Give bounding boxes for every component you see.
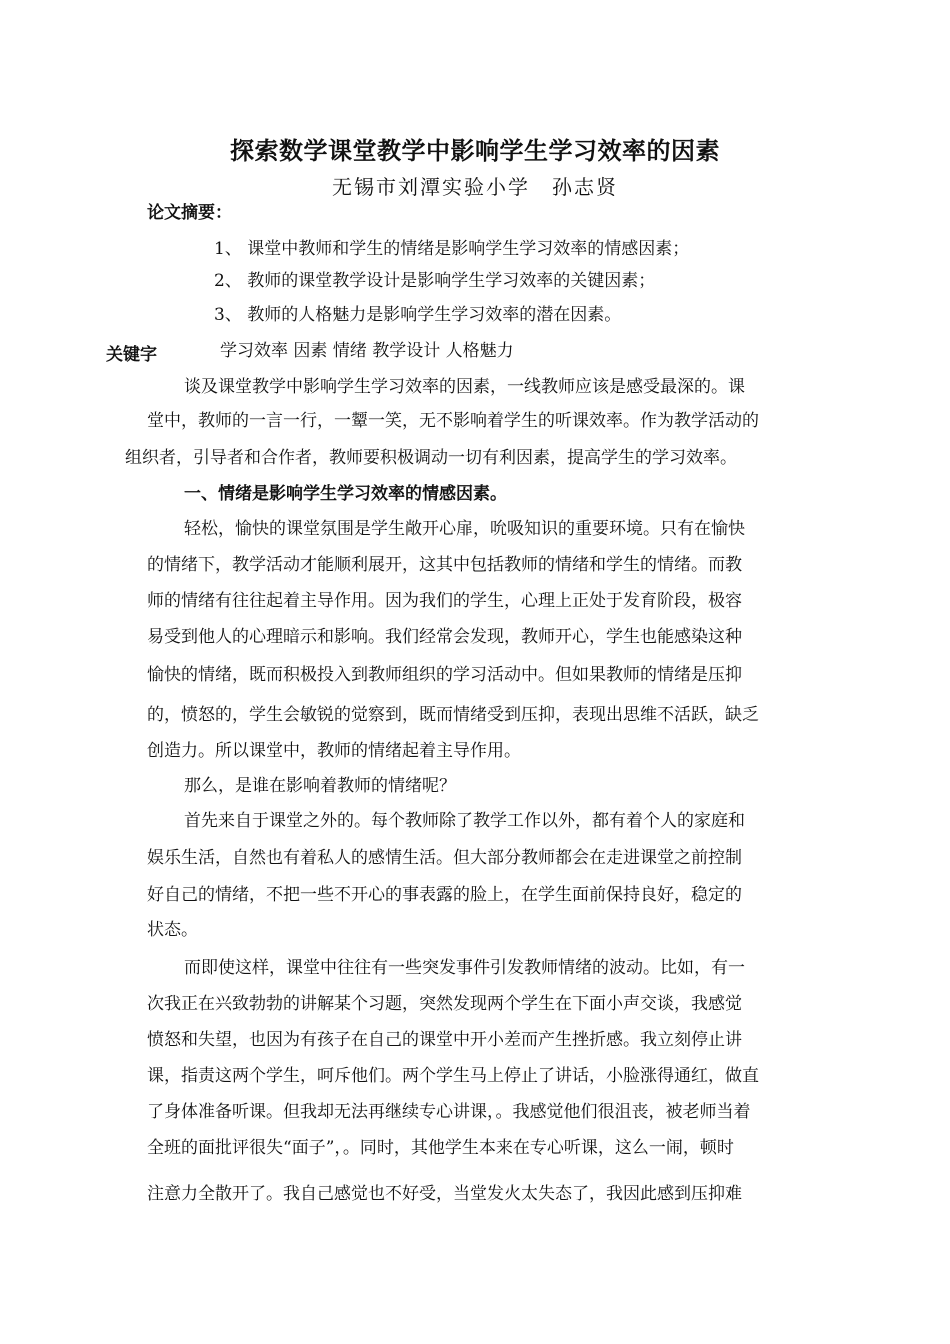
body-line: 了身体准备听课。但我却无法再继续专心讲课，。我感觉他们很沮丧，被老师当着 <box>147 1102 751 1122</box>
body-line: 而即使这样，课堂中往往有一些突发事件引发教师情绪的波动。比如，有一 <box>184 958 745 978</box>
abstract-item: 3、 教师的人格魅力是影响学生学习效率的潜在因素。 <box>214 305 622 325</box>
body-line: 易受到他人的心理暗示和影响。我们经常会发现，教师开心，学生也能感染这种 <box>147 627 742 647</box>
body-line: 的，愤怒的，学生会敏锐的觉察到，既而情绪受到压抑，表现出思维不活跃，缺乏 <box>147 705 759 725</box>
body-line: 首先来自于课堂之外的。每个教师除了教学工作以外，都有着个人的家庭和 <box>184 811 745 831</box>
body-line: 状态。 <box>147 920 198 940</box>
body-line: 愉快的情绪，既而积极投入到教师组织的学习活动中。但如果教师的情绪是压抑 <box>147 665 742 685</box>
body-line: 创造力。所以课堂中，教师的情绪起着主导作用。 <box>147 741 521 761</box>
body-line: 课，指责这两个学生，呵斥他们。两个学生马上停止了讲话，小脸涨得通红，做直 <box>147 1066 759 1086</box>
body-line: 轻松，愉快的课堂氛围是学生敞开心扉，吮吸知识的重要环境。只有在愉快 <box>184 519 745 539</box>
abstract-label: 论文摘要： <box>147 203 232 223</box>
body-line: 好自己的情绪，不把一些不开心的事表露的脸上，在学生面前保持良好，稳定的 <box>147 885 742 905</box>
body-line: 次我正在兴致勃勃的讲解某个习题，突然发现两个学生在下面小声交谈，我感觉 <box>147 994 742 1014</box>
body-line: 谈及课堂教学中影响学生学习效率的因素，一线教师应该是感受最深的。课 <box>184 377 745 397</box>
author-line: 无锡市刘潭实验小学 孙志贤 <box>332 175 618 199</box>
body-line: 注意力全散开了。我自己感觉也不好受，当堂发火太失态了，我因此感到压抑难 <box>147 1184 742 1204</box>
body-line: 组织者，引导者和合作者，教师要积极调动一切有利因素，提高学生的学习效率。 <box>125 448 737 468</box>
body-line: 那么，是谁在影响着教师的情绪呢？ <box>184 776 456 796</box>
abstract-item: 2、 教师的课堂教学设计是影响学生学习效率的关键因素； <box>214 271 656 291</box>
body-line: 师的情绪有往往起着主导作用。因为我们的学生，心理上正处于发育阶段，极容 <box>147 591 742 611</box>
body-line: 娱乐生活，自然也有着私人的感情生活。但大部分教师都会在走进课堂之前控制 <box>147 848 742 868</box>
document-title: 探索数学课堂教学中影响学生学习效率的因素 <box>230 137 720 165</box>
body-line: 全班的面批评很失“面子”，。同时，其他学生本来在专心听课，这么一闹，顿时 <box>147 1138 734 1158</box>
abstract-item: 1、 课堂中教师和学生的情绪是影响学生学习效率的情感因素； <box>214 239 690 259</box>
keywords: 学习效率 因素 情绪 教学设计 人格魅力 <box>220 341 514 361</box>
body-line: 愤怒和失望，也因为有孩子在自己的课堂中开小差而产生挫折感。我立刻停止讲 <box>147 1030 742 1050</box>
section-heading: 一、情绪是影响学生学习效率的情感因素。 <box>184 484 507 504</box>
keywords-label: 关键字 <box>106 345 157 365</box>
body-line: 堂中，教师的一言一行，一颦一笑，无不影响着学生的听课效率。作为教学活动的 <box>147 411 759 431</box>
body-line: 的情绪下，教学活动才能顺利展开，这其中包括教师的情绪和学生的情绪。而教 <box>147 555 742 575</box>
